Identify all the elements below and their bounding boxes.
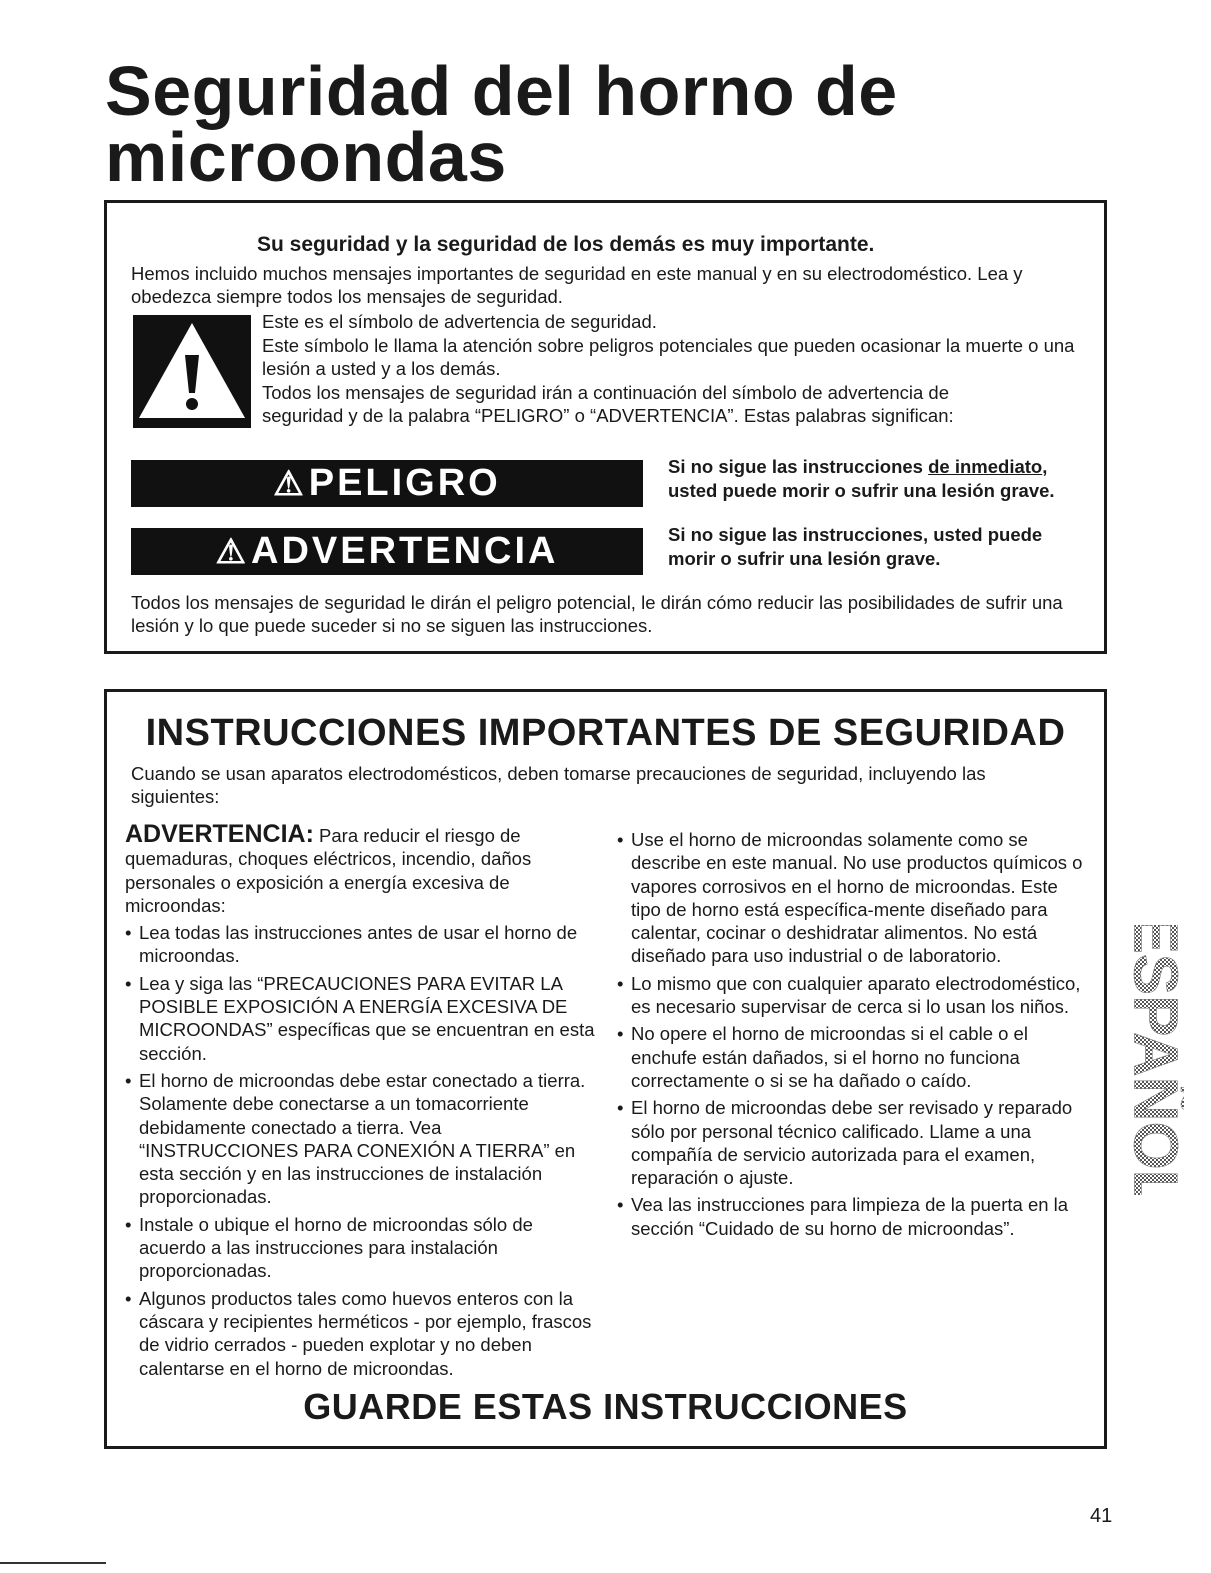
list-item: • Algunos productos tales como huevos enteros con la cáscara y recipientes herméticos - por ejemplo, frascos de vidrio cerrados - pueden explotar y no deben calentarse en el horno de microondas. xyxy=(125,1287,595,1380)
side-tab-text: ESPAÑOL xyxy=(1120,925,1184,1195)
instructions-left-column xyxy=(125,820,595,1384)
language-side-tab xyxy=(1118,925,1184,1195)
list-item: • Use el horno de microondas solamente como se describe en este manual. No use productos químicos o vapores corrosivos en el horno de microondas. Este tipo de horno está específica-mente diseñado para calentar, cocinar o deshidratar alimentos. No está diseñado para uso industrial o de laboratorio. xyxy=(617,828,1092,968)
list-item: • El horno de microondas debe estar conectado a tierra. Solamente debe conectarse a un tomacorriente debidamente conectado a tierra. Vea “INSTRUCCIONES PARA CONEXIÓN A TIERRA” en esta sección y en las instrucciones de instalación proporcionadas. xyxy=(125,1069,595,1209)
danger-text-post: , usted puede morir o sufrir una lesión grave. xyxy=(668,456,1055,501)
instructions-right-column xyxy=(617,828,1092,1244)
list-item: • El horno de microondas debe ser revisado y reparado sólo por personal técnico calificado. Llame a una compañía de servicio autorizada para el examen, reparación o ajuste. xyxy=(617,1096,1092,1189)
footer-rule xyxy=(0,1562,106,1564)
symbol-text-1: Este es el símbolo de advertencia de seguridad. xyxy=(262,311,657,332)
list-item: • Lo mismo que con cualquier aparato electrodoméstico, es necesario supervisar de cerca si lo usan los niños. xyxy=(617,972,1092,1019)
language-tab-graphic xyxy=(1118,925,1184,1195)
warning-label: ADVERTENCIA xyxy=(251,530,559,572)
danger-label: PELIGRO xyxy=(308,462,501,504)
safety-intro: Hemos incluido muchos mensajes importantes de seguridad en este manual y en su electrodoméstico. Lea y obedezca siempre todos los mensajes de seguridad. xyxy=(131,263,1023,307)
list-item: • Vea las instrucciones para limpieza de la puerta en la sección “Cuidado de su horno de microondas”. xyxy=(617,1193,1092,1240)
safety-alert-symbol-icon xyxy=(133,315,251,428)
list-item: • Instale o ubique el horno de microondas sólo de acuerdo a las instrucciones para instalación proporcionadas. xyxy=(125,1213,595,1283)
warning-paragraph xyxy=(125,820,595,917)
instructions-title: INSTRUCCIONES IMPORTANTES DE SEGURIDAD xyxy=(145,712,1066,754)
danger-text-underlined: de inmediato xyxy=(928,456,1043,477)
page-number: 41 xyxy=(1090,1505,1113,1527)
safety-outro: Todos los mensajes de seguridad le dirán el peligro potencial, le dirán cómo reducir las posibilidades de sufrir una lesión y lo que puede suceder si no se siguen las instrucciones. xyxy=(131,592,1063,636)
list-item: • Lea todas las instrucciones antes de usar el horno de microondas. xyxy=(125,921,595,968)
list-item: • Lea y siga las “PRECAUCIONES PARA EVITAR LA POSIBLE EXPOSICIÓN A ENERGÍA EXCESIVA DE MICROONDAS” específicas que se encuentran en esta sección. xyxy=(125,972,595,1065)
right-bullet-list xyxy=(617,828,1092,1240)
important-safety-instructions-box xyxy=(104,689,1107,1449)
warning-text: Para reducir el riesgo de quemaduras, choques eléctricos, incendio, daños personales o exposición a energía excesiva de microondas: xyxy=(125,825,532,916)
save-instructions-heading: GUARDE ESTAS INSTRUCCIONES xyxy=(303,1386,908,1427)
warning-triangle-icon: ⚠ xyxy=(273,465,307,503)
danger-text-pre: Si no sigue las instrucciones xyxy=(668,456,929,477)
left-bullet-list xyxy=(125,921,595,1380)
warning-meaning: Si no sigue las instrucciones, usted puede morir o sufrir una lesión grave. xyxy=(668,524,1043,569)
safety-alert-box xyxy=(104,200,1107,654)
symbol-text-3: Todos los mensajes de seguridad irán a continuación del símbolo de advertencia de seguridad y de la palabra “PELIGRO” o “ADVERTENCIA”. Estas palabras significan: xyxy=(262,382,954,426)
page-title xyxy=(105,52,925,196)
warning-lead: ADVERTENCIA: xyxy=(125,820,314,848)
warning-signal-banner xyxy=(131,528,643,575)
danger-meaning xyxy=(668,455,1098,503)
safety-headline: Su seguridad y la seguridad de los demás es muy importante. xyxy=(257,233,875,256)
warning-triangle-icon: ⚠ xyxy=(215,533,249,571)
list-item: • No opere el horno de microondas si el cable o el enchufe están dañados, si el horno no funciona correctamente o si se ha dañado o caído. xyxy=(617,1022,1092,1092)
danger-signal-banner xyxy=(131,460,643,507)
instructions-intro: Cuando se usan aparatos electrodomésticos, deben tomarse precauciones de seguridad, incluyendo las siguientes: xyxy=(131,763,986,807)
page-title-text: Seguridad del horno de microondas xyxy=(105,52,898,196)
symbol-text-2: Este símbolo le llama la atención sobre peligros potenciales que pueden ocasionar la muerte o una lesión a usted y a los demás. xyxy=(262,335,1075,379)
